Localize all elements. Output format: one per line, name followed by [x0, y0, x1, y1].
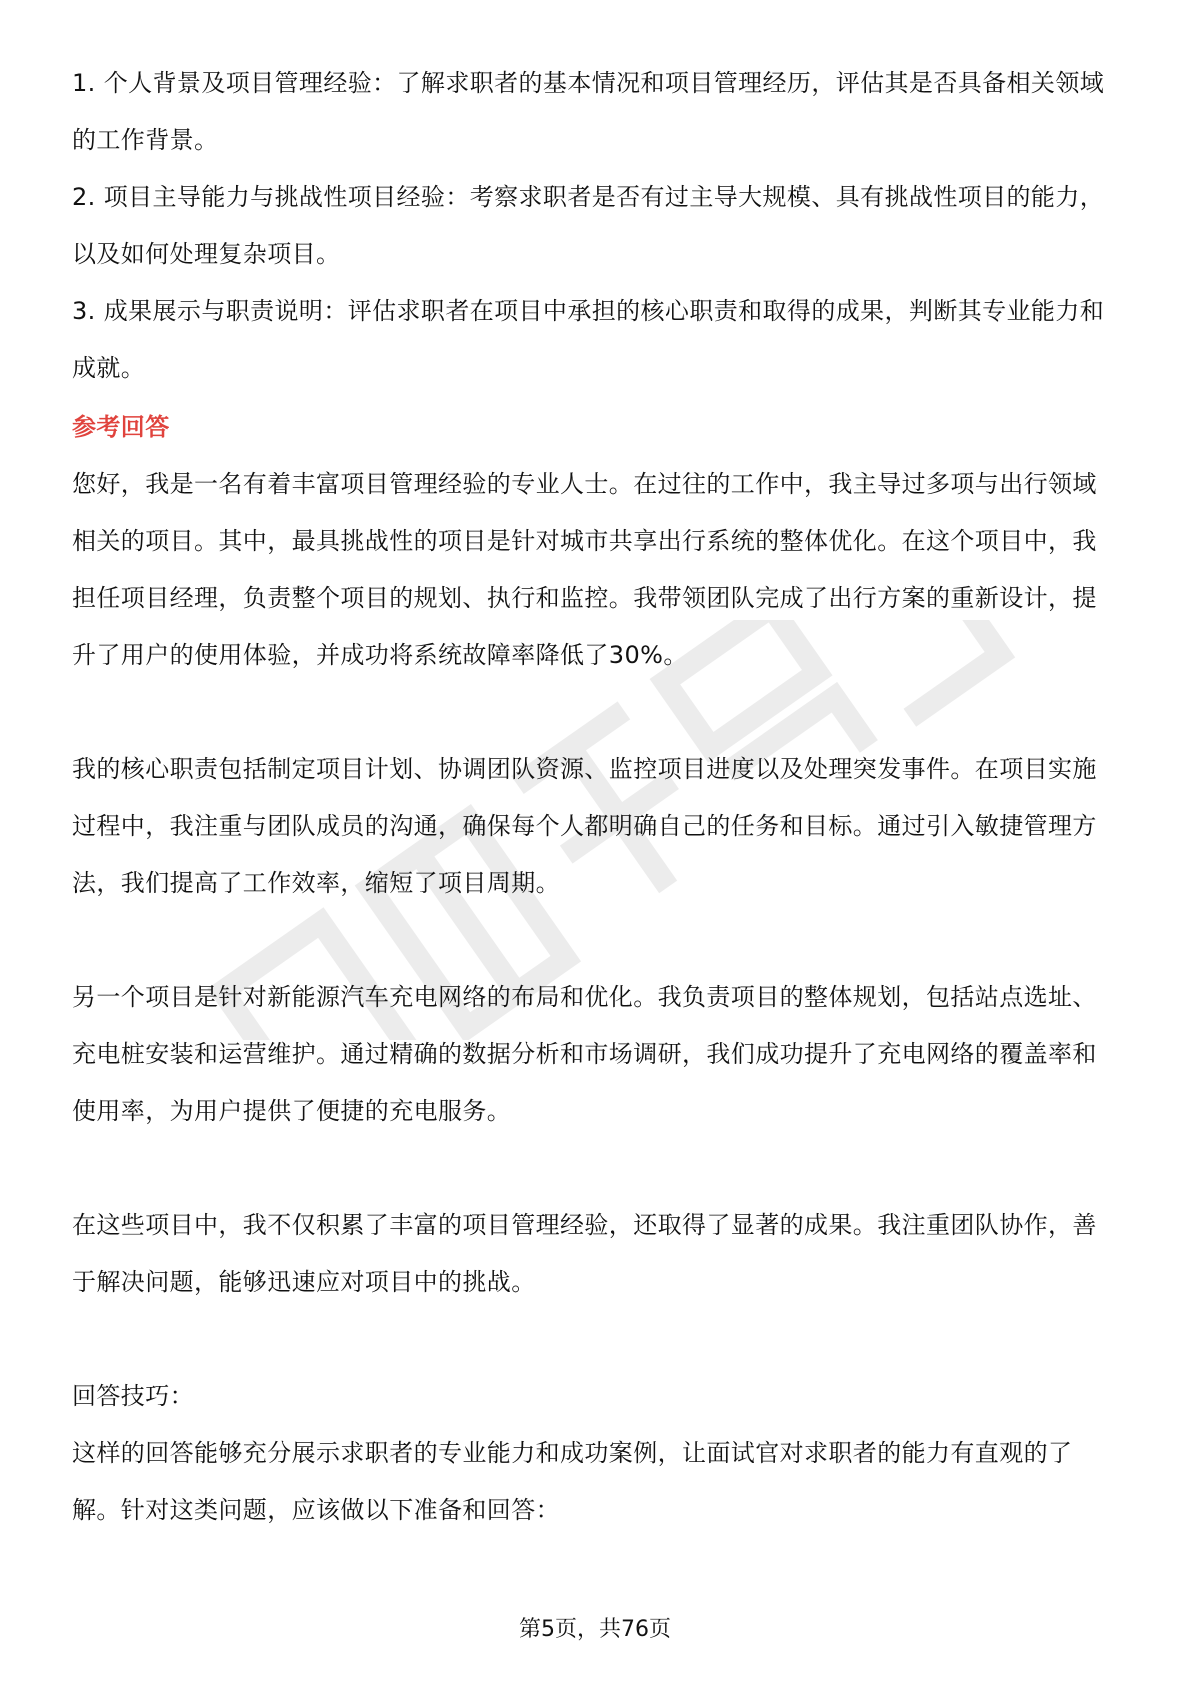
document-body — [72, 55, 1118, 1539]
tips-text: 这样的回答能够充分展示求职者的专业能力和成功案例，让面试官对求职者的能力有直观的了解。针对这类问题，应该做以下准备和回答： — [72, 1439, 1073, 1524]
criteria-item-2: 2. 项目主导能力与挑战性项目经验：考察求职者是否有过主导大规模、具有挑战性项目的能力，以及如何处理复杂项目。 — [72, 183, 1105, 268]
criteria-item-1: 1. 个人背景及项目管理经验：了解求职者的基本情况和项目管理经历，评估其是否具备相关领域的工作背景。 — [72, 69, 1105, 154]
answer-paragraph-1: 您好，我是一名有着丰富项目管理经验的专业人士。在过往的工作中，我主导过多项与出行领域相关的项目。其中，最具挑战性的项目是针对城市共享出行系统的整体优化。在这个项目中，我担任项目经理，负责整个项目的规划、执行和监控。我带领团队完成了出行方案的重新设计，提升了用户的使用体验，并成功将系统故障率降低了30%。 — [72, 470, 1097, 669]
tips-label: 回答技巧： — [72, 1382, 194, 1410]
answer-paragraph-4: 在这些项目中，我不仅积累了丰富的项目管理经验，还取得了显著的成果。我注重团队协作，善于解决问题，能够迅速应对项目中的挑战。 — [72, 1211, 1097, 1296]
answer-paragraph-2: 我的核心职责包括制定项目计划、协调团队资源、监控项目进度以及处理突发事件。在项目实施过程中，我注重与团队成员的沟通，确保每个人都明确自己的任务和目标。通过引入敏捷管理方法，我们提高了工作效率，缩短了项目周期。 — [72, 755, 1097, 897]
page-number: 第5页，共76页 — [519, 1617, 671, 1642]
answer-paragraph-3: 另一个项目是针对新能源汽车充电网络的布局和优化。我负责项目的整体规划，包括站点选址、充电桩安装和运营维护。通过精确的数据分析和市场调研，我们成功提升了充电网络的覆盖率和使用率，为用户提供了便捷的充电服务。 — [72, 983, 1097, 1125]
criteria-item-3: 3. 成果展示与职责说明：评估求职者在项目中承担的核心职责和取得的成果，判断其专业能力和成就。 — [72, 297, 1105, 382]
reference-answer-heading: 参考回答 — [72, 413, 170, 441]
